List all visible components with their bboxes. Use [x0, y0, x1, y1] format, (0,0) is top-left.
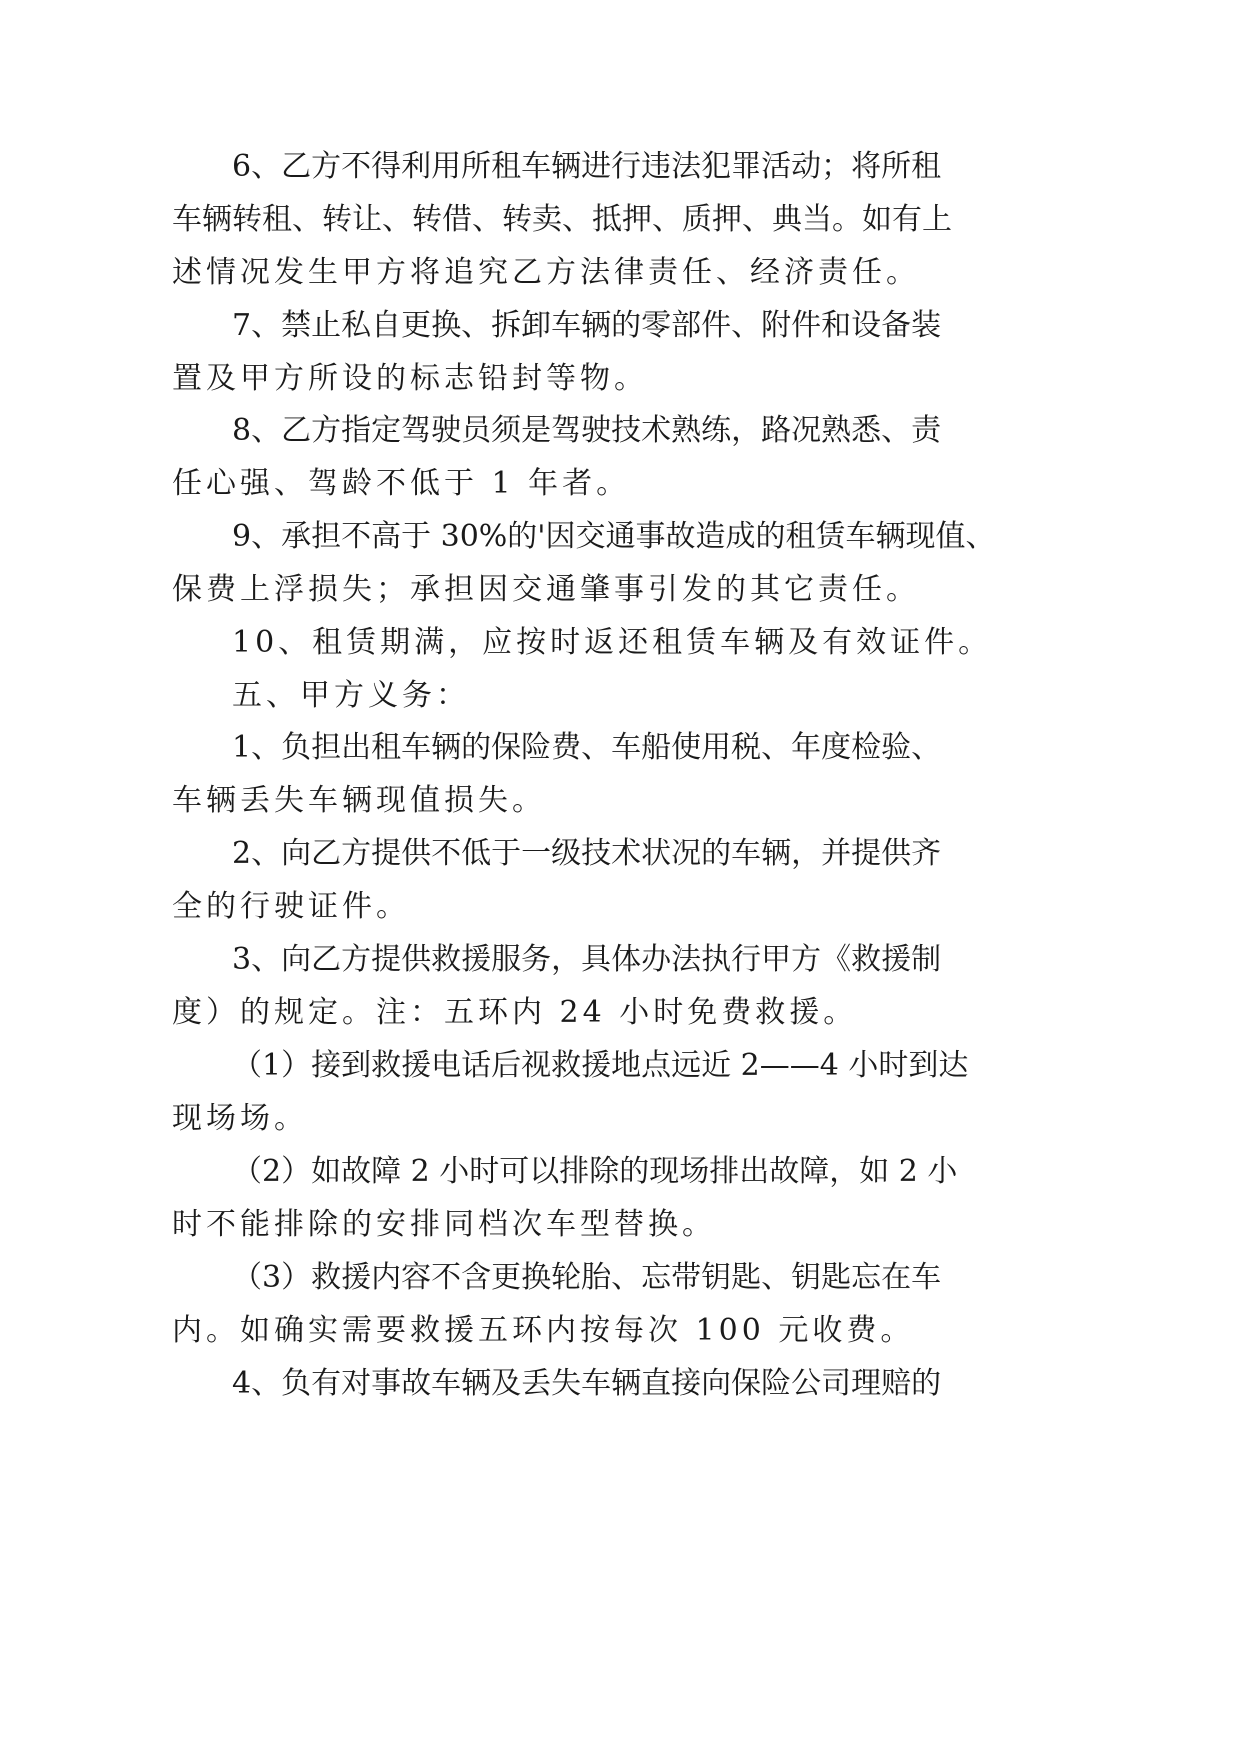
- text-line: 4、负有对事故车辆及丢失车辆直接向保险公司理赔的: [232, 1366, 942, 1401]
- text-line: 全的行驶证件。: [172, 889, 410, 924]
- text-line: 时不能排除的安排同档次车型替换。: [172, 1207, 716, 1242]
- text-line: （3）救援内容不含更换轮胎、忘带钥匙、钥匙忘在车: [232, 1260, 942, 1295]
- text-line: 现场场。: [172, 1101, 308, 1136]
- text-line: 度）的规定。注：五环内 24 小时免费救援。: [172, 995, 858, 1030]
- text-line: 9、承担不高于 30%的'因交通事故造成的租赁车辆现值、: [232, 519, 996, 554]
- text-line: （1）接到救援电话后视救援地点远近 2——4 小时到达: [232, 1048, 969, 1083]
- text-line: 8、乙方指定驾驶员须是驾驶技术熟练，路况熟悉、责: [232, 413, 942, 448]
- text-line: 7、禁止私自更换、拆卸车辆的零部件、附件和设备装: [232, 308, 942, 343]
- text-line: 任心强、驾龄不低于 1 年者。: [172, 466, 631, 501]
- text-line: 内。如确实需要救援五环内按每次 100 元收费。: [172, 1313, 915, 1348]
- text-line: 车辆丢失车辆现值损失。: [172, 783, 546, 818]
- text-line: 1、负担出租车辆的保险费、车船使用税、年度检验、: [232, 730, 942, 765]
- text-line: 6、乙方不得利用所租车辆进行违法犯罪活动；将所租: [232, 149, 942, 184]
- text-line: （2）如故障 2 小时可以排除的现场排出故障，如 2 小: [232, 1154, 958, 1189]
- text-line: 10、租赁期满，应按时返还租赁车辆及有效证件。: [232, 625, 993, 660]
- text-line: 车辆转租、转让、转借、转卖、抵押、质押、典当。如有上: [172, 202, 952, 237]
- text-line: 置及甲方所设的标志铅封等物。: [172, 361, 648, 396]
- text-line: 述情况发生甲方将追究乙方法律责任、经济责任。: [172, 255, 920, 290]
- section-heading: 五、甲方义务：: [232, 678, 470, 713]
- text-line: 2、向乙方提供不低于一级技术状况的车辆，并提供齐: [232, 836, 942, 871]
- text-line: 保费上浮损失；承担因交通肇事引发的其它责任。: [172, 572, 920, 607]
- text-line: 3、向乙方提供救援服务，具体办法执行甲方《救援制: [232, 942, 942, 977]
